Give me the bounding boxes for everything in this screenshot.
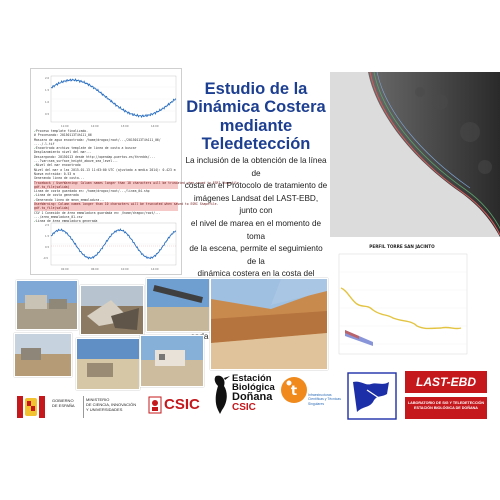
gobierno-logo-text (52, 398, 82, 408)
log-line: ✓ Generando linea de mean_emmoladura... (34, 198, 178, 202)
estacion-csic-line: CSIC (232, 401, 256, 413)
last-ebd-title: LAST-EBD (416, 375, 476, 389)
console-screenshot (30, 68, 241, 275)
estacion-biologica-bird-icon (210, 372, 232, 416)
lab-line: ESTACIÓN BIOLÓGICA DE DOÑANA (414, 406, 478, 410)
ministerio-logo-text (86, 397, 144, 412)
log-line: ✓ Encontrado archivo template de linea de costa a buscar (34, 146, 178, 150)
log-line: gdf.to_file(salida) (34, 206, 178, 210)
photo-damaged-houses (16, 280, 78, 330)
gobierno-line: DE ESPAÑA (52, 403, 75, 408)
svg-text:10:00: 10:00 (121, 268, 129, 271)
log-line: Desplazamiento nivel del mar... (34, 150, 92, 155)
paragraph-line: dinámica costera en la costa del (197, 269, 315, 279)
gobierno-line: GOBIERNO (52, 398, 74, 403)
svg-text:1.5: 1.5 (45, 235, 50, 238)
log-line: Linea de costa guardada en: /home/dragoc/root/.../linea_04.shp (34, 189, 150, 194)
log-line: CSV 1 Conexión de área emmoladura guardada en: /home/dragoc/root/... (34, 210, 161, 215)
svg-text:12:00: 12:00 (91, 125, 99, 128)
console-log (34, 129, 241, 224)
logo-divider (83, 396, 84, 418)
paragraph-line: el nivel de marea en el momento de toma (190, 218, 322, 241)
svg-text:1.0: 1.0 (45, 101, 50, 104)
log-line: gdf.to_file(salida) (34, 185, 178, 189)
log-line: .../area_emmoladura_01.csv (34, 214, 83, 219)
log-line: ..../.l.tif (34, 141, 55, 146)
svg-text:t: t (290, 384, 298, 399)
title-line-1: Estudio de la (204, 80, 308, 98)
last-ebd-subtitle (405, 397, 487, 419)
log-line: Nueva extraida: 0.53 m (34, 171, 75, 176)
estacion-line: Estación (232, 373, 272, 384)
svg-text:06:00: 06:00 (91, 268, 99, 271)
satellite-coastline-image (330, 72, 500, 237)
last-ebd-banner (405, 371, 487, 393)
svg-text:2.5: 2.5 (45, 224, 50, 227)
photo-collapsed-structure (80, 285, 144, 335)
svg-text:2.0: 2.0 (45, 77, 50, 80)
svg-text:11:00: 11:00 (61, 125, 69, 128)
photo-eroded-shore (76, 338, 140, 390)
title-line-2: Dinámica Costera (186, 98, 326, 117)
ministerio-line: MINISTERIO (86, 397, 110, 402)
paragraph-line: de la escena, permite el seguimiento de la (189, 244, 323, 266)
photo-coastal-buildings (140, 335, 204, 387)
icts-line: Singulares (308, 401, 325, 406)
log-line: UserWarning: Column names longer than 10 characters will be truncated when saved to ESRI Shapefile. (34, 202, 219, 207)
title-line-4: Teledetección (201, 134, 311, 153)
svg-text:14:00: 14:00 (151, 125, 159, 128)
svg-text:0.5: 0.5 (45, 246, 50, 249)
log-line: # Procesando: 20150113T4h111_06 (34, 133, 92, 138)
tide-chart-top (31, 71, 181, 131)
log-line: Descargando: 20150113 desde http://opendap.puertos.es/thredds/... (34, 154, 156, 159)
paragraph-line: costa en el Protocolo de tratamiento de (184, 181, 328, 191)
log-line: Traceback / UserWarning: Column names longer than 10 characters will be truncated when saved to ESRI Shapefile. (34, 180, 241, 185)
icts-logo-text (308, 393, 350, 406)
csic-emblem-icon (148, 396, 162, 414)
last-map-logo-icon (347, 372, 397, 420)
log-line: Generando linea de costa... (34, 176, 85, 181)
svg-text:1.5: 1.5 (45, 89, 50, 92)
csic-logo-text: CSIC (164, 396, 200, 413)
icts-line: Científicas y Técnicas (308, 397, 341, 402)
svg-text:14:00: 14:00 (151, 268, 159, 271)
log-line: Nivel del mar a las 2015-01-13 11:03:00 UTC (ajustado a media 2014): 0.423 m (34, 167, 176, 172)
log-line: ✓ Proceso template finalizado. (34, 129, 178, 133)
svg-text:13:00: 13:00 (121, 125, 129, 128)
svg-text:-0.5: -0.5 (43, 257, 49, 260)
paragraph-line: La inclusión de la obtención de la línea de (185, 156, 327, 178)
icts-line: Infraestructuras (308, 393, 332, 397)
ministerio-line: DE CIENCIA, INNOVACIÓN (86, 402, 137, 407)
log-line: ✓ Nivel del mar encontrado (34, 163, 178, 167)
log-line: ✓ Linea de costa generada (34, 193, 178, 197)
photo-sand-cliff (210, 278, 328, 370)
title-line-3: mediante (219, 116, 293, 135)
poster-title (186, 80, 326, 153)
paragraph-line: imágenes Landsat del LAST-EBD, junto con (193, 193, 319, 216)
estacion-line: Biológica (232, 382, 275, 394)
svg-text:02:00: 02:00 (61, 268, 69, 271)
beach-profile-chart (333, 242, 471, 360)
log-line: ...?var=sea_surface_height_above_sea_level... (34, 159, 118, 164)
photo-ruined-pier (146, 278, 210, 332)
estacion-line: Doñana (232, 391, 273, 404)
log-line: Mascara de agua encontrada: /home/dragoc/root/.../20150113T4h111_06/ (34, 137, 161, 142)
spain-coat-of-arms-logo (14, 394, 48, 420)
profile-title: PERFIL TORRE SAN JACINTO (369, 244, 435, 249)
tide-chart-bottom (31, 219, 181, 274)
icts-logo-icon (280, 374, 308, 412)
lab-line: LABORATORIO DE SIG Y TELEDETECCIÓN (407, 401, 485, 405)
log-line: ✓ Linea de área emmoladura generada (34, 219, 178, 223)
ministerio-line: Y UNIVERSIDADES (86, 407, 123, 412)
photo-beach-debris (14, 333, 72, 377)
svg-text:0.5: 0.5 (45, 113, 50, 116)
estacion-biologica-logo-text (232, 374, 278, 413)
